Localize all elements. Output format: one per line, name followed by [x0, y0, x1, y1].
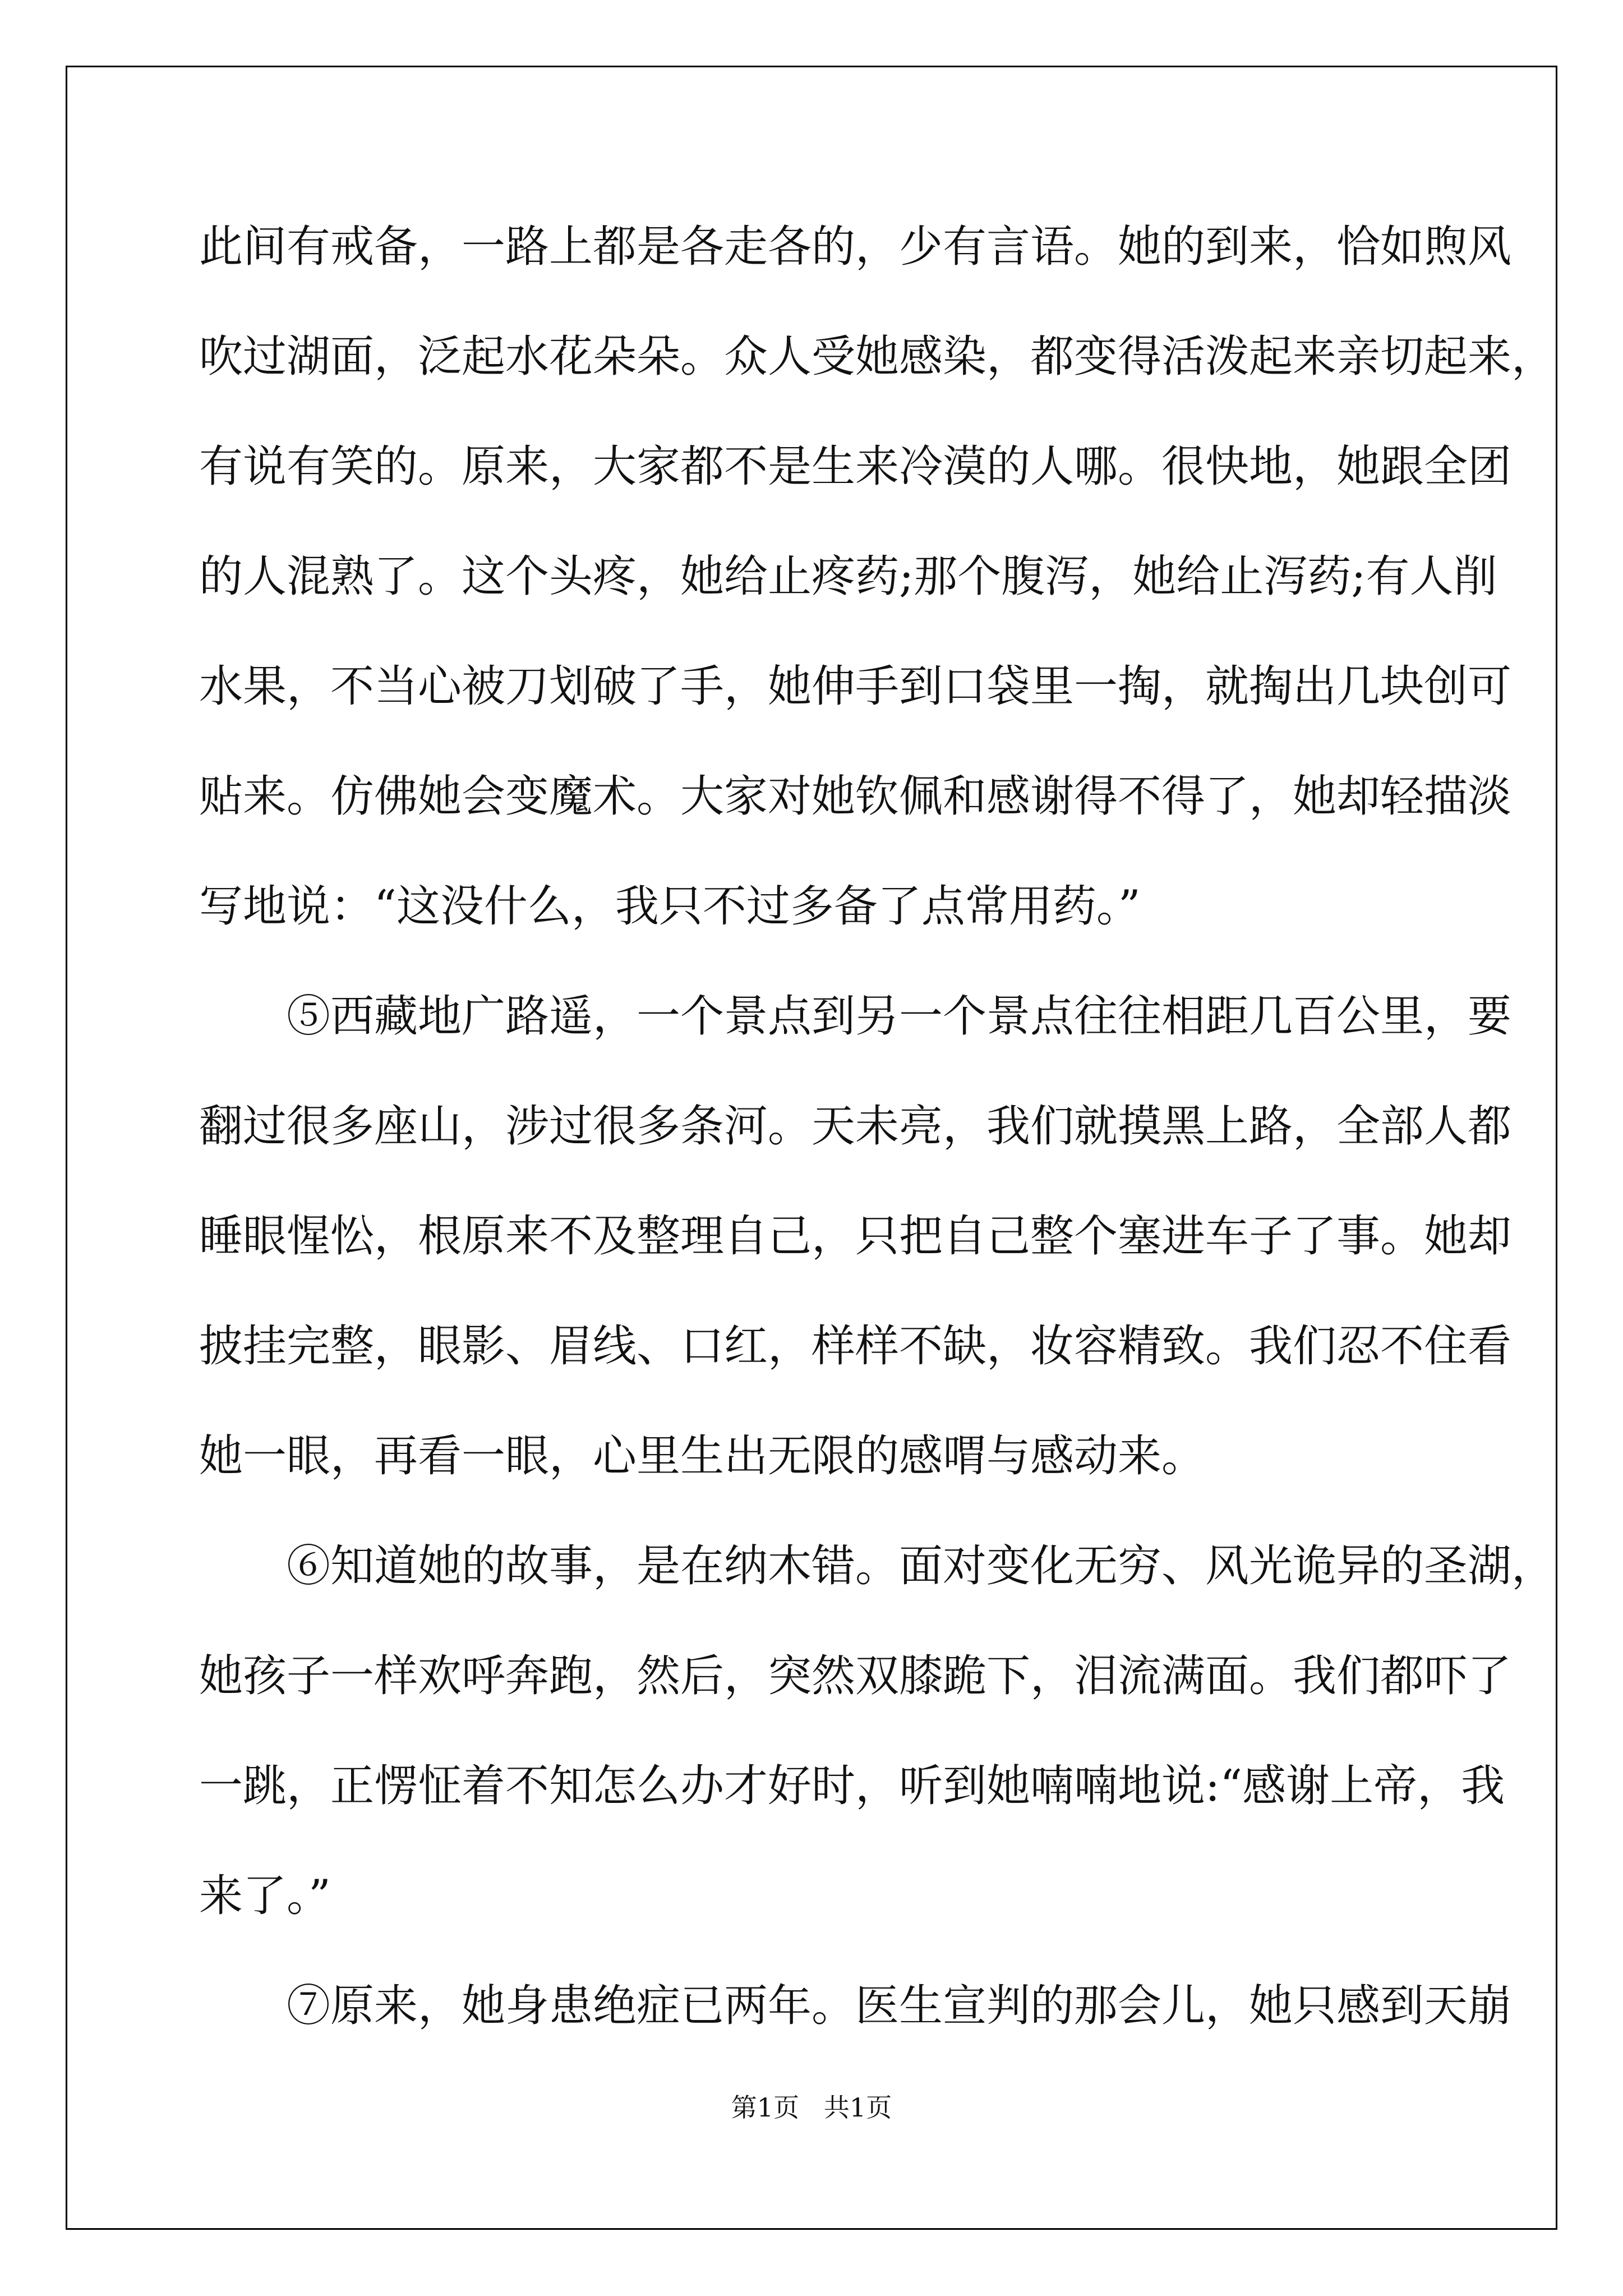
text-line: 有说有笑的。原来，大家都不是生来冷漠的人哪。很快地，她跟全团 [199, 441, 1512, 492]
text-line: 来了。” [199, 1871, 331, 1921]
text-line: 一跳，正愣怔着不知怎么办才好时，听到她喃喃地说:“感谢上帝，我 [199, 1761, 1505, 1811]
text-line: 的人混熟了。这个头疼，她给止疼药;那个腹泻，她给止泻药;有人削 [199, 551, 1497, 602]
page-footer: 第1页 共1页 [731, 2092, 892, 2123]
paragraph-start-line: ⑥知道她的故事，是在纳木错。面对变化无穷、风光诡异的圣湖， [287, 1541, 1556, 1591]
text-line: 睡眼惺忪，根原来不及整理自己，只把自己整个塞进车子了事。她却 [199, 1211, 1512, 1262]
paragraph-start-line: ⑦原来，她身患绝症已两年。医生宣判的那会儿，她只感到天崩 [287, 1981, 1512, 2031]
text-line: 吹过湖面，泛起水花朵朵。众人受她感染，都变得活泼起来亲切起来， [199, 332, 1556, 382]
text-line: 披挂完整，眼影、眉线、口红，样样不缺，妆容精致。我们忍不住看 [199, 1321, 1512, 1372]
text-line: 翻过很多座山，涉过很多条河。天未亮，我们就摸黑上路，全部人都 [199, 1101, 1512, 1152]
text-line: 她一眼，再看一眼，心里生出无限的感喟与感动来。 [199, 1431, 1206, 1481]
text-line: 水果，不当心被刀划破了手，她伸手到口袋里一掏，就掏出几块创可 [199, 661, 1512, 712]
text-line: 此间有戒备，一路上都是各走各的，少有言语。她的到来，恰如煦风 [199, 222, 1512, 272]
text-line: 写地说：“这没什么，我只不过多备了点常用药。” [199, 881, 1141, 932]
text-line: 贴来。仿佛她会变魔术。大家对她钦佩和感谢得不得了，她却轻描淡 [199, 771, 1512, 822]
text-line: 她孩子一样欢呼奔跑，然后，突然双膝跪下，泪流满面。我们都吓了 [199, 1651, 1512, 1701]
paragraph-start-line: ⑤西藏地广路遥，一个景点到另一个景点往往相距几百公里，要 [287, 991, 1512, 1042]
